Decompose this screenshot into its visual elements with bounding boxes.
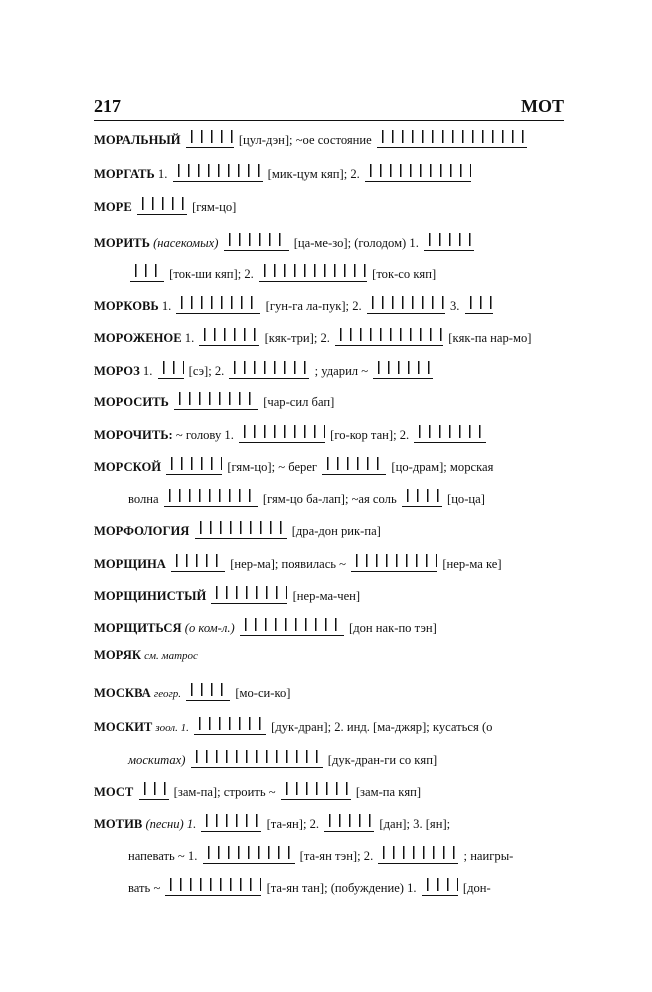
- entry-text: волна: [128, 492, 159, 506]
- tibetan-script: [373, 358, 433, 379]
- headword: МОРЯК: [94, 648, 141, 662]
- running-head: МОТ: [521, 96, 564, 116]
- entry-text: [дук-дран-ги со кяп]: [327, 753, 438, 767]
- tibetan-script: [203, 843, 295, 864]
- tibetan-script: [322, 454, 386, 475]
- entry-text: [дон-: [462, 881, 491, 895]
- entry-text: [цо-ца]: [447, 492, 485, 506]
- tibetan-script: [166, 454, 222, 475]
- entry-text: [цо-драм]; морская: [391, 460, 494, 474]
- tibetan-script: [137, 194, 187, 215]
- tibetan-script: [239, 422, 325, 443]
- entry-line: [128, 486, 485, 507]
- entry-text: [гям-цо]: [192, 200, 237, 214]
- entry-line: [94, 714, 492, 735]
- entry-text: [го-кор тан]; 2.: [330, 428, 410, 442]
- headword: МОРИТЬ: [94, 236, 150, 250]
- headword: МОРЩИНА: [94, 557, 166, 571]
- tibetan-script: [195, 518, 287, 539]
- entry-line: [94, 811, 450, 832]
- entry-text: [зам-па кяп]: [355, 785, 422, 799]
- tibetan-script: [259, 261, 367, 282]
- entry-text: зоол. 1.: [155, 722, 189, 734]
- headword: МОРОЗ: [94, 364, 140, 378]
- tibetan-script: [240, 615, 344, 636]
- tibetan-script: [173, 161, 263, 182]
- tibetan-script: [186, 127, 234, 148]
- page-header: [94, 96, 564, 118]
- entry-text: см. матрос: [144, 650, 198, 662]
- headword: МОРСКОЙ: [94, 460, 162, 474]
- tibetan-script: [378, 843, 458, 864]
- entry-text: (насекомых): [153, 236, 219, 250]
- entry-text: [дра-дон рик-па]: [291, 524, 381, 538]
- tibetan-script: [165, 875, 261, 896]
- entry-text: [чар-сил бап]: [263, 395, 335, 409]
- entry-line: [94, 293, 495, 314]
- tibetan-script: [465, 293, 493, 314]
- entry-line: [128, 875, 491, 896]
- entry-text: (о ком-л.): [184, 621, 235, 635]
- entry-text: [кяк-три]; 2.: [264, 331, 330, 345]
- entry-text: (песни) 1.: [145, 817, 197, 831]
- entry-text: ~ голову 1.: [175, 428, 234, 442]
- headword: МОРЩИНИСТЫЙ: [94, 589, 207, 603]
- tibetan-script: [402, 486, 442, 507]
- entry-text: 1.: [142, 364, 153, 378]
- tibetan-script: [171, 551, 225, 572]
- entry-line: [94, 194, 236, 215]
- entry-text: [дук-дран]; 2. инд. [ма-джяр]; кусаться (о: [271, 720, 493, 734]
- tibetan-script: [186, 680, 230, 701]
- headword: МОТИВ: [94, 817, 143, 831]
- entry-line: [94, 454, 493, 475]
- entry-text: [та-ян]; 2.: [266, 817, 320, 831]
- tibetan-script: [176, 293, 260, 314]
- entry-text: [кяк-па нар-мо]: [448, 331, 532, 345]
- entry-line: [94, 127, 529, 148]
- tibetan-script: [229, 358, 309, 379]
- headword: МОРОСИТЬ: [94, 395, 169, 409]
- tibetan-script: [158, 358, 184, 379]
- tibetan-script: [281, 779, 351, 800]
- entry-line: [94, 518, 381, 539]
- entry-text: вать ~: [128, 881, 161, 895]
- headword: МОРФОЛОГИЯ: [94, 524, 190, 538]
- tibetan-script: [139, 779, 169, 800]
- entry-text: 1.: [161, 299, 172, 313]
- entry-text: [ток-со кяп]: [372, 267, 437, 281]
- tibetan-script: [367, 293, 445, 314]
- entry-text: [дон нак-по тэн]: [349, 621, 437, 635]
- headword: МОСКВА: [94, 686, 151, 700]
- entry-line: [128, 261, 436, 282]
- tibetan-script: [164, 486, 258, 507]
- headword: МОСКИТ: [94, 720, 153, 734]
- entry-line: [94, 551, 502, 572]
- tibetan-script: [174, 389, 258, 410]
- tibetan-script: [211, 583, 287, 604]
- entry-line: [94, 680, 290, 701]
- tibetan-script: [377, 127, 527, 148]
- entry-text: [та-ян тан]; (побуждение) 1.: [266, 881, 417, 895]
- tibetan-script: [191, 747, 323, 768]
- tibetan-script: [201, 811, 261, 832]
- entry-text: [гун-га ла-пук]; 2.: [265, 299, 362, 313]
- headword: МОСТ: [94, 785, 134, 799]
- entry-text: геогр.: [153, 688, 181, 700]
- entry-line: [94, 648, 198, 663]
- entry-text: 1.: [157, 167, 168, 181]
- tibetan-script: [424, 230, 474, 251]
- entry-text: [гям-цо ба-лап]; ~ая соль: [262, 492, 397, 506]
- page-number: 217: [94, 96, 121, 116]
- tibetan-script: [324, 811, 374, 832]
- entry-text: напевать ~ 1.: [128, 849, 198, 863]
- tibetan-script: [335, 325, 443, 346]
- tibetan-script: [194, 714, 266, 735]
- entry-text: [гям-цо]; ~ берег: [227, 460, 318, 474]
- tibetan-script: [351, 551, 437, 572]
- entry-line: [128, 843, 513, 864]
- tibetan-script: [414, 422, 486, 443]
- entry-text: [сэ]; 2.: [188, 364, 225, 378]
- entry-line: [94, 325, 531, 346]
- tibetan-script: [422, 875, 458, 896]
- tibetan-script: [199, 325, 259, 346]
- entry-text: [дан]; 3. [ян];: [379, 817, 451, 831]
- entry-line: [94, 161, 473, 182]
- headword: МОРГАТЬ: [94, 167, 155, 181]
- entry-text: ; ударил ~: [314, 364, 369, 378]
- entry-text: [мо-си-ко]: [235, 686, 291, 700]
- entry-text: [ца-ме-зо]; (голодом) 1.: [293, 236, 419, 250]
- entry-text: [нер-ма-чен]: [292, 589, 361, 603]
- headword: МОРАЛЬНЫЙ: [94, 133, 181, 147]
- headword: МОРЕ: [94, 200, 132, 214]
- entry-line: [94, 779, 421, 800]
- entry-text: [мик-цум кяп]; 2.: [267, 167, 360, 181]
- entry-line: [94, 583, 360, 604]
- entry-text: москитах): [128, 753, 186, 767]
- tibetan-script: [365, 161, 471, 182]
- entry-line: [94, 230, 476, 251]
- entry-text: ; наигры-: [463, 849, 514, 863]
- headword: МОРЩИТЬСЯ: [94, 621, 182, 635]
- tibetan-script: [130, 261, 164, 282]
- entry-text: [ток-ши кяп]; 2.: [169, 267, 254, 281]
- entry-line: [94, 389, 334, 410]
- headword: МОРКОВЬ: [94, 299, 159, 313]
- entry-text: 3.: [449, 299, 460, 313]
- entry-line: [94, 358, 435, 379]
- tibetan-script: [224, 230, 289, 251]
- headword: МОРОЖЕНОЕ: [94, 331, 182, 345]
- entry-text: 1.: [184, 331, 195, 345]
- headword: МОРОЧИТЬ:: [94, 428, 173, 442]
- entry-line: [94, 615, 437, 636]
- entry-text: [та-ян тэн]; 2.: [299, 849, 374, 863]
- entry-text: [нер-ма ке]: [442, 557, 502, 571]
- header-rule: [94, 120, 564, 121]
- entry-text: [нер-ма]; появилась ~: [230, 557, 346, 571]
- entry-line: [128, 747, 437, 768]
- entry-text: [цул-дэн]; ~ое состояние: [238, 133, 372, 147]
- entry-line: [94, 422, 488, 443]
- entry-text: [зам-па]; строить ~: [173, 785, 276, 799]
